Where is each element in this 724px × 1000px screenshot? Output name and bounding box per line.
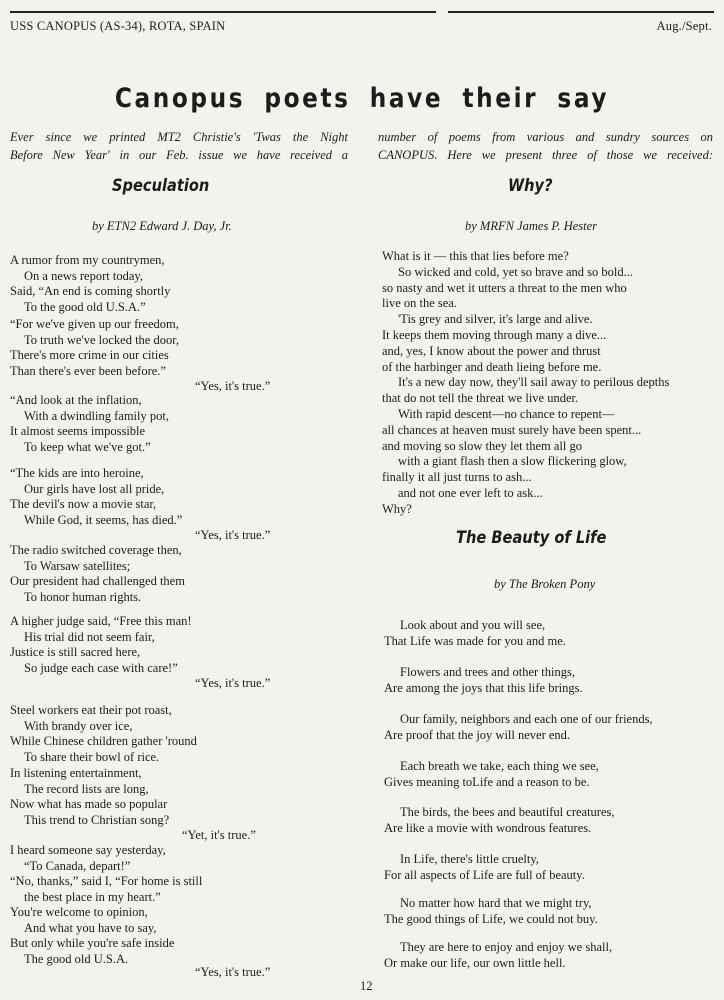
poem-line: Or make our life, our own little hell. [384,955,566,970]
poem-line: This trend to Christian song? [24,812,170,827]
poem-line: “Yet, it's true.” [182,828,256,843]
poem-speculation-stanza-3 [10,393,355,455]
poem-line: Are like a movie with wondrous features. [384,820,592,835]
poem-line: Look about and you will see, [400,618,546,632]
poem-line: Why? [382,501,412,516]
poem-line: and not one ever left to ask... [398,485,543,500]
poem-line: There's more crime in our cities [10,348,169,363]
poem-line: So judge each case with care!” [24,660,178,675]
poem-line: In listening entertainment, [10,766,142,780]
poem-line: In Life, there's little cruelty, [400,852,539,866]
poem-speculation-stanza-2 [10,317,355,395]
poem-line: Are proof that the joy will never end. [384,727,571,742]
poem-line: “Yes, it's true.” [195,676,271,691]
poem-speculation-stanza-9 [10,843,355,905]
poem-line: Are among the joys that this life brings. [384,680,583,695]
poem-line: A rumor from my countrymen, [10,253,165,267]
poem-line: For all aspects of Life are full of beauty. [384,867,585,882]
poem-line: The birds, the bees and beautiful creatures, [400,805,615,819]
poem-line: The good things of Life, we could not buy. [384,911,598,926]
poem-line: finally it all just turns to ash... [382,470,532,485]
poem-line: It's a new day now, they'll sail away to perilous depths [398,375,670,390]
poem-line: of the harbinger and death lieing before me. [382,359,602,374]
poem-speculation-stanza-7 [10,703,355,765]
poem-line: with a giant flash then a slow flickering glow, [398,454,627,469]
poem-line: On a news report today, [24,268,143,283]
poem-line: Our president had challenged them [10,574,185,589]
poem-line: “Yes, it's true.” [195,965,271,980]
poem-line: To honor human rights. [24,589,142,604]
poem-why [382,249,717,518]
poem-line: To Warsaw satellites; [24,558,131,573]
poem-title-speculation: Speculation [112,176,210,196]
intro-right: number of poems from various and sundry sources on CANOPUS. Here we present three of those we received: [378,130,713,162]
poem-line: so nasty and wet it utters a threat to the men who [382,280,627,295]
poem-line: While Chinese children gather 'round [10,734,197,749]
poem-line: The devil's now a movie star, [10,497,157,512]
poem-line: “No, thanks,” said I, “For home is still [10,874,203,889]
poem-line: Than there's ever been before.” [10,363,166,378]
poem-title-beauty-of-life: The Beauty of Life [456,528,607,548]
poem-line: Gives meaning toLife and a reason to be. [384,774,590,789]
poem-line: To truth we've locked the door, [24,332,179,347]
poem-line: With a dwindling family pot, [24,408,169,423]
page-number: 12 [360,979,373,993]
poem-line: A higher judge said, “Free this man! [10,614,192,628]
poem-line: Each breath we take, each thing we see, [400,759,599,773]
poem-line: Justice is still sacred here, [10,645,141,660]
poem-line: It almost seems impossible [10,424,146,439]
poem-line: Our girls have lost all pride, [24,481,165,496]
poem-line: “Yes, it's true.” [195,528,271,543]
poem-line: To share their bowl of rice. [24,749,160,764]
poem-line: that do not tell the threat we live under. [382,391,579,406]
header-rule-left [10,11,436,13]
poem-line: the best place in my heart.” [24,889,161,904]
poem-beauty-stanza-7 [384,896,719,927]
poem-speculation-stanza-10 [10,905,355,981]
poem-line: While God, it seems, has died.” [24,512,183,527]
poem-line: That Life was made for you and me. [384,633,566,648]
poem-line: “Yes, it's true.” [195,379,271,394]
poem-line: You're welcome to opinion, [10,905,148,919]
poem-line: and, yes, I know about the power and thrust [382,343,601,358]
poem-line: The good old U.S.A. [24,951,129,966]
issue-date: Aug./Sept. [656,19,712,33]
poem-line: all chances at heaven must surely have been spent... [382,422,642,437]
poem-line: So wicked and cold, yet so brave and so bold... [398,264,634,279]
poem-line: Said, “An end is coming shortly [10,284,171,299]
poem-beauty-stanza-4 [384,759,719,790]
poem-speculation [10,253,355,315]
poem-speculation-stanza-4 [10,466,355,544]
poem-line: live on the sea. [382,296,457,311]
poem-beauty-stanza-2 [384,665,719,696]
poem-line: Our family, neighbors and each one of our friends, [400,712,653,726]
poem-speculation-stanza-8 [10,766,355,844]
poem-line: No matter how hard that we might try, [400,896,592,910]
header-rule-right [448,11,714,13]
poem-line: To the good old U.S.A.” [24,299,146,314]
poem-line: It keeps them moving through many a dive... [382,327,607,342]
poem-line: The record lists are long, [24,781,149,796]
poem-beauty-stanza-1 [384,618,719,649]
stanza [10,253,355,315]
intro-left: Ever since we printed MT2 Christie's 'Twas the Night Before New Year' in our Feb. issue we have received a [10,130,348,162]
poem-line: His trial did not seem fair, [24,629,155,644]
byline-why: by MRFN James P. Hester [465,219,598,233]
poem-line: 'Tis grey and silver, it's large and alive. [398,312,593,327]
poem-line: Flowers and trees and other things, [400,665,575,679]
poem-line: What is it — this that lies before me? [382,249,569,263]
poem-line: But only while you're safe inside [10,936,175,951]
publication-header: USS CANOPUS (AS-34), ROTA, SPAIN [10,19,226,33]
poem-speculation-stanza-6 [10,614,355,692]
poem-line: Now what has made so popular [10,797,168,812]
poem-line: And what you have to say, [24,920,157,935]
poem-title-why: Why? [508,176,553,196]
poem-line: The radio switched coverage then, [10,543,182,557]
poem-line: They are here to enjoy and enjoy we shall, [400,940,613,954]
poem-line: “And look at the inflation, [10,393,142,407]
poem-beauty-stanza-8 [384,940,719,971]
poem-line: “To Canada, depart!” [24,858,131,873]
byline-beauty-of-life: by The Broken Pony [494,577,596,591]
poem-line: “The kids are into heroine, [10,466,144,480]
poem-line: and moving so slow they let them all go [382,438,582,453]
poem-beauty-stanza-6 [384,852,719,883]
poem-beauty-stanza-3 [384,712,719,743]
poem-line: With brandy over ice, [24,718,133,733]
byline-speculation: by ETN2 Edward J. Day, Jr. [92,219,232,233]
poem-beauty-stanza-5 [384,805,719,836]
poem-line: To keep what we've got.” [24,439,151,454]
poem-line: Steel workers eat their pot roast, [10,703,172,717]
poem-line: I heard someone say yesterday, [10,843,166,857]
poem-speculation-stanza-5 [10,543,355,605]
poem-line: With rapid descent—no chance to repent— [398,406,615,421]
poem-line: “For we've given up our freedom, [10,317,179,331]
page-headline: Canopus poets have their say [114,83,610,114]
